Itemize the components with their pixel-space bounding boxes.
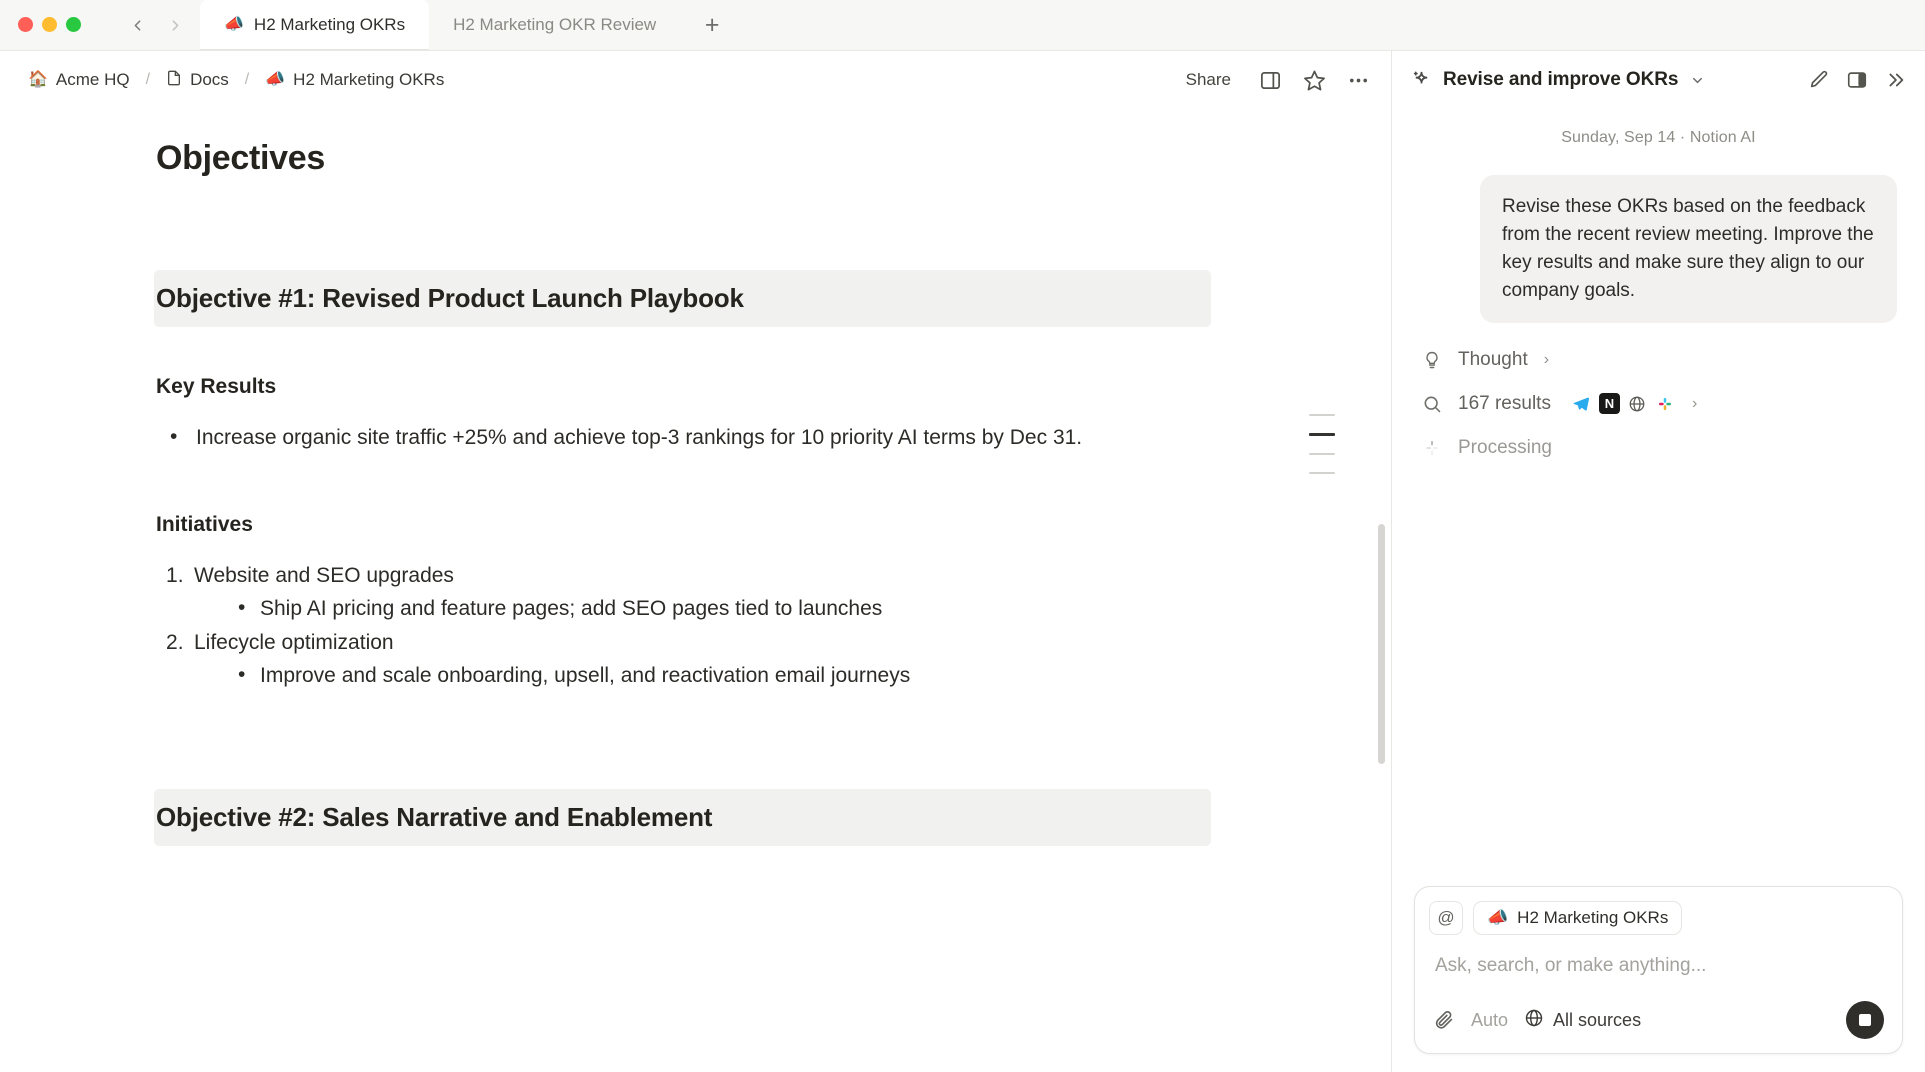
list-item[interactable]	[156, 561, 1241, 624]
ai-step-results[interactable]	[1420, 393, 1897, 415]
star-icon[interactable]	[1301, 67, 1327, 93]
ai-step-thought[interactable]	[1420, 349, 1897, 371]
lightbulb-icon	[1420, 350, 1444, 370]
context-chip-label: H2 Marketing OKRs	[1517, 908, 1669, 927]
stop-icon	[1859, 1014, 1871, 1026]
megaphone-icon: 📣	[224, 15, 244, 33]
breadcrumb-label: Acme HQ	[55, 70, 130, 89]
document-content[interactable]	[0, 139, 1391, 846]
ai-sparkle-icon	[1410, 69, 1433, 92]
share-button[interactable]: Share	[1185, 70, 1231, 89]
more-options-icon[interactable]	[1345, 67, 1371, 93]
composer-toolbar	[1429, 999, 1888, 1043]
window-titlebar	[0, 0, 1925, 51]
composer-context-row	[1429, 901, 1888, 935]
objective-1-block[interactable]	[154, 270, 1211, 327]
doc-icon	[166, 69, 182, 91]
new-chat-icon[interactable]	[1805, 66, 1833, 94]
ai-step-list	[1420, 349, 1897, 459]
handle-bar	[1309, 433, 1335, 436]
list-item[interactable]: • Ship AI pricing and feature pages; add SEO pages tied to launches	[234, 594, 1241, 624]
breadcrumb-separator: /	[145, 71, 151, 88]
minimize-window-button[interactable]	[42, 17, 57, 32]
forward-button[interactable]	[160, 10, 190, 40]
model-selector[interactable]: Auto	[1471, 1009, 1509, 1030]
maximize-window-button[interactable]	[66, 17, 81, 32]
sidebar-toggle-icon[interactable]	[1257, 67, 1283, 93]
block-spacer	[156, 695, 1241, 751]
panel-layout-icon[interactable]	[1843, 66, 1871, 94]
window-controls	[18, 17, 81, 32]
chevron-down-icon[interactable]	[1690, 73, 1705, 88]
ai-step-label: 167 results	[1458, 392, 1551, 414]
block-drag-handle[interactable]	[1309, 414, 1335, 474]
tab-label: H2 Marketing OKR Review	[453, 14, 657, 34]
breadcrumb-label: Docs	[190, 70, 229, 89]
home-icon: 🏠	[28, 71, 48, 88]
collapse-panel-icon[interactable]	[1881, 66, 1909, 94]
chevron-right-icon: ›	[1691, 394, 1698, 412]
source-icons	[1571, 393, 1676, 414]
ai-step-label: Processing	[1458, 436, 1552, 458]
sources-selector[interactable]	[1524, 1008, 1641, 1033]
ai-chat-thread	[1392, 109, 1925, 886]
breadcrumb-label: H2 Marketing OKRs	[293, 70, 445, 89]
globe-icon	[1524, 1008, 1544, 1033]
breadcrumb-item-acme-hq[interactable]	[22, 67, 136, 93]
handle-bar	[1309, 453, 1335, 455]
close-window-button[interactable]	[18, 17, 33, 32]
document-pane	[0, 51, 1392, 1072]
objective-1-heading: Objective #1: Revised Product Launch Playbook	[156, 283, 744, 313]
ai-composer	[1414, 886, 1903, 1054]
breadcrumb	[22, 66, 450, 94]
chat-timestamp: Sunday, Sep 14 · Notion AI	[1561, 129, 1756, 146]
ai-panel-header	[1392, 51, 1925, 109]
handle-bar	[1309, 472, 1335, 474]
navigation-controls	[122, 10, 190, 40]
globe-icon	[1627, 393, 1648, 414]
list-item[interactable]: • Increase organic site traffic +25% and achieve top-3 rankings for 10 priority AI terms by Dec 31.	[156, 423, 1241, 453]
telegram-icon	[1571, 393, 1592, 414]
spinner-icon	[1420, 439, 1444, 457]
ai-prompt-input[interactable]: Ask, search, or make anything...	[1435, 955, 1707, 976]
block-spacer	[156, 457, 1241, 513]
ai-panel	[1392, 51, 1925, 1072]
initiatives-list	[156, 561, 1241, 691]
list-item[interactable]	[156, 628, 1241, 691]
mention-button[interactable]: @	[1429, 901, 1463, 935]
new-tab-button[interactable]: +	[704, 10, 720, 39]
initiative-sublist	[194, 594, 1241, 624]
megaphone-icon: 📣	[1487, 908, 1509, 927]
initiative-sublist	[194, 661, 1241, 691]
initiative-label: Website and SEO upgrades	[194, 564, 454, 588]
objective-2-block[interactable]	[154, 789, 1211, 846]
block-spacer	[156, 751, 1241, 789]
page-title: Objectives	[156, 139, 325, 177]
key-results-heading: Key Results	[156, 375, 277, 398]
paperclip-icon[interactable]	[1433, 1009, 1455, 1031]
handle-bar	[1309, 414, 1335, 416]
user-message-bubble: Revise these OKRs based on the feedback from the recent review meeting. Improve the key results and make sure they align to our company goals.	[1480, 175, 1897, 323]
initiatives-heading: Initiatives	[156, 513, 253, 537]
stop-generating-button[interactable]	[1846, 1001, 1884, 1039]
back-button[interactable]	[122, 10, 152, 40]
sources-label: All sources	[1553, 1009, 1642, 1030]
breadcrumb-separator: /	[244, 71, 250, 88]
document-scrollbar[interactable]	[1378, 524, 1385, 764]
document-body	[0, 109, 1391, 1072]
ai-step-processing	[1420, 437, 1897, 459]
tab-strip	[200, 0, 732, 50]
ai-step-label: Thought	[1458, 348, 1528, 370]
chevron-right-icon: ›	[1543, 350, 1550, 368]
initiative-label: Lifecycle optimization	[194, 631, 394, 655]
breadcrumb-item-current-page[interactable]	[259, 67, 450, 93]
breadcrumb-item-docs[interactable]	[160, 66, 235, 94]
app-body	[0, 51, 1925, 1072]
megaphone-icon: 📣	[265, 71, 286, 88]
notion-icon: N	[1599, 393, 1620, 414]
tab-h2-marketing-okr-review[interactable]	[429, 0, 680, 50]
ai-panel-title: Revise and improve OKRs	[1443, 69, 1679, 90]
document-header	[0, 51, 1391, 109]
context-chip-h2-marketing-okrs[interactable]	[1473, 901, 1682, 935]
tab-label: H2 Marketing OKRs	[253, 14, 406, 34]
list-item[interactable]: • Improve and scale onboarding, upsell, and reactivation email journeys	[234, 661, 1241, 691]
slack-icon	[1655, 393, 1676, 414]
objective-2-heading: Objective #2: Sales Narrative and Enablement	[156, 802, 713, 833]
document-header-actions	[1178, 51, 1371, 109]
key-results-list	[156, 423, 1241, 453]
tab-h2-marketing-okrs[interactable]	[200, 0, 429, 50]
search-icon	[1420, 394, 1444, 414]
